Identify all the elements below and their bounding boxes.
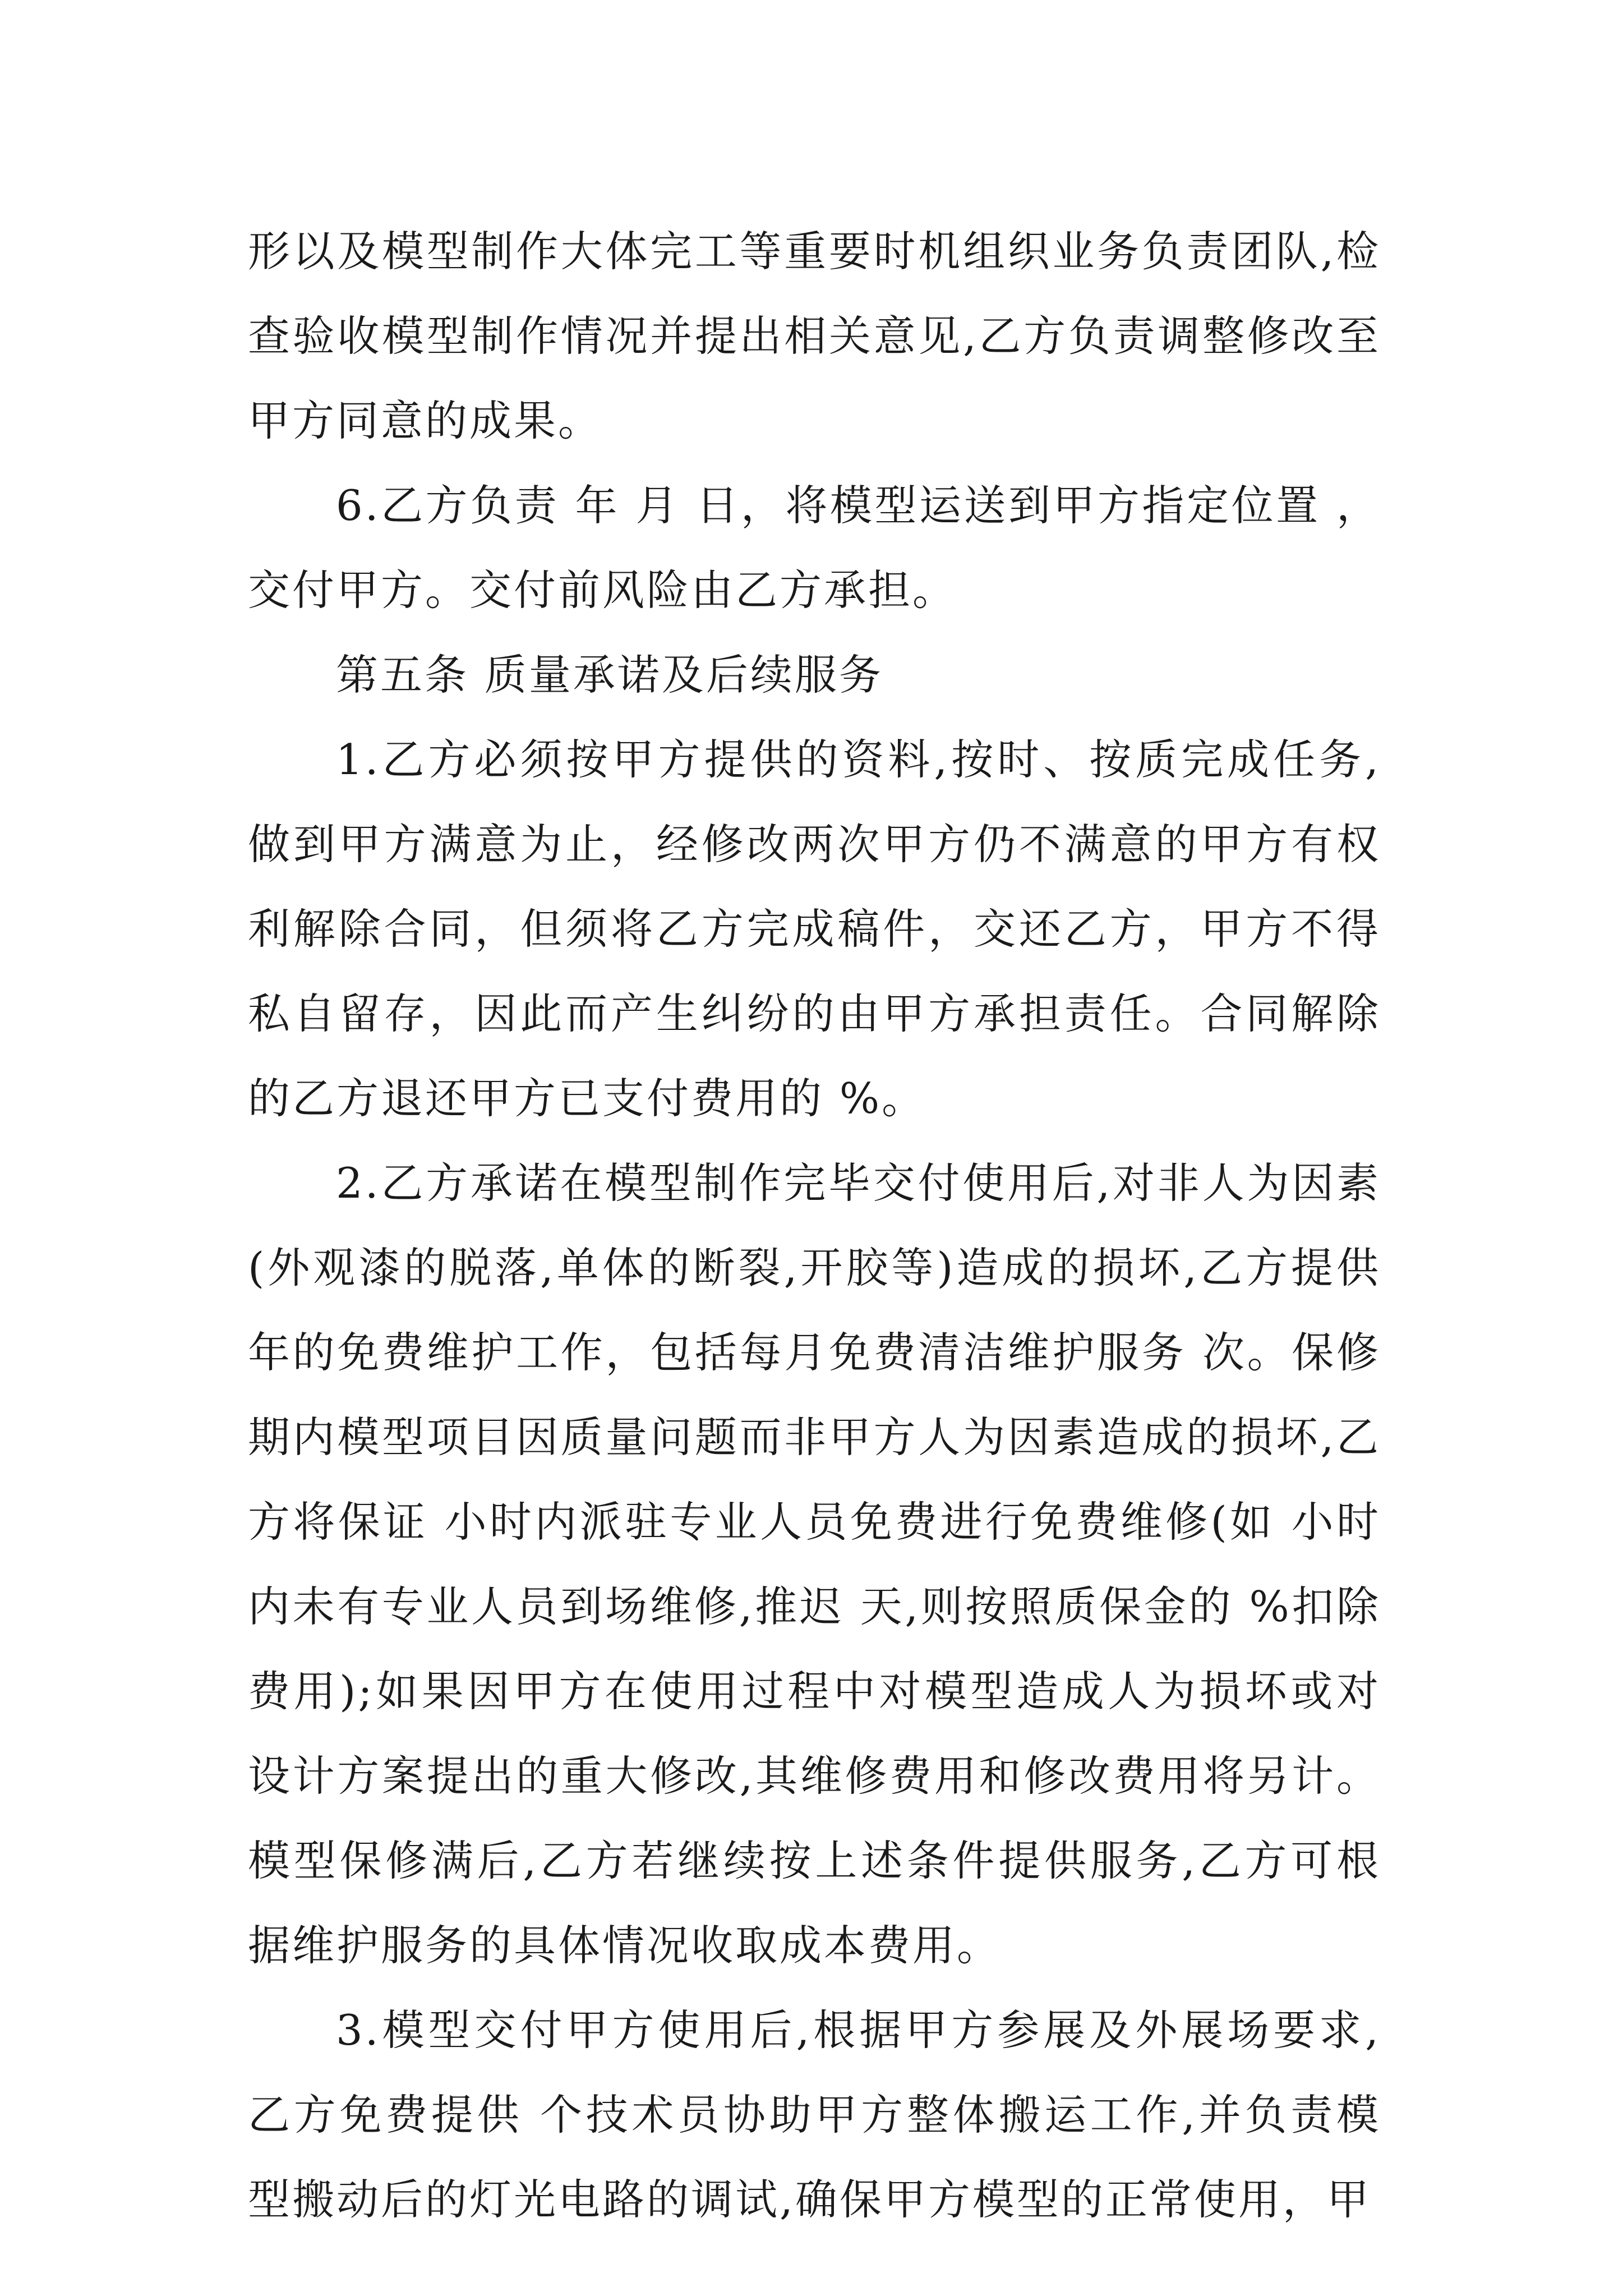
document-body — [248, 209, 1381, 2242]
section-heading-article-5: 第五条 质量承诺及后续服务 — [336, 650, 883, 700]
paragraph-clause-6: 6.乙方负责 年 月 日，将模型运送到甲方指定位置 ，交付甲方。交付前风险由乙方承担。 — [248, 481, 1381, 615]
paragraph-clause-3: 3.模型交付甲方使用后,根据甲方参展及外展场要求,乙方免费提供 个技术员协助甲方整体搬运工作,并负责模型搬动后的灯光电路的调试,确保甲方模型的正常使用，甲 — [248, 2005, 1381, 2224]
paragraph-continuation: 形以及模型制作大体完工等重要时机组织业务负责团队,检查验收模型制作情况并提出相关意见,乙方负责调整修改至甲方同意的成果。 — [248, 227, 1381, 445]
paragraph-clause-2: 2.乙方承诺在模型制作完毕交付使用后,对非人为因素(外观漆的脱落,单体的断裂,开胶等)造成的损坏,乙方提供 年的免费维护工作，包括每月免费清洁维护服务 次。保修期内模型项目因质量问题而非甲方人为因素造成的损坏,乙方将保证 小时内派驻专业人员免费进行免费维修(如 小时内未有专业人员到场维修,推迟 天,则按照质保金的 %扣除费用);如果因甲方在使用过程中对模型造成人为损坏或对设计方案提出的重大修改,其维修费用和修改费用将另计。模型保修满后,乙方若继续按上述条件提供服务,乙方可根据维护服务的具体情况收取成本费用。 — [248, 1158, 1381, 1970]
paragraph-clause-1: 1.乙方必须按甲方提供的资料,按时、按质完成任务,做到甲方满意为止，经修改两次甲方仍不满意的甲方有权利解除合同，但须将乙方完成稿件，交还乙方，甲方不得私自留存，因此而产生纠纷的由甲方承担责任。合同解除的乙方退还甲方已支付费用的 %。 — [248, 735, 1381, 1123]
